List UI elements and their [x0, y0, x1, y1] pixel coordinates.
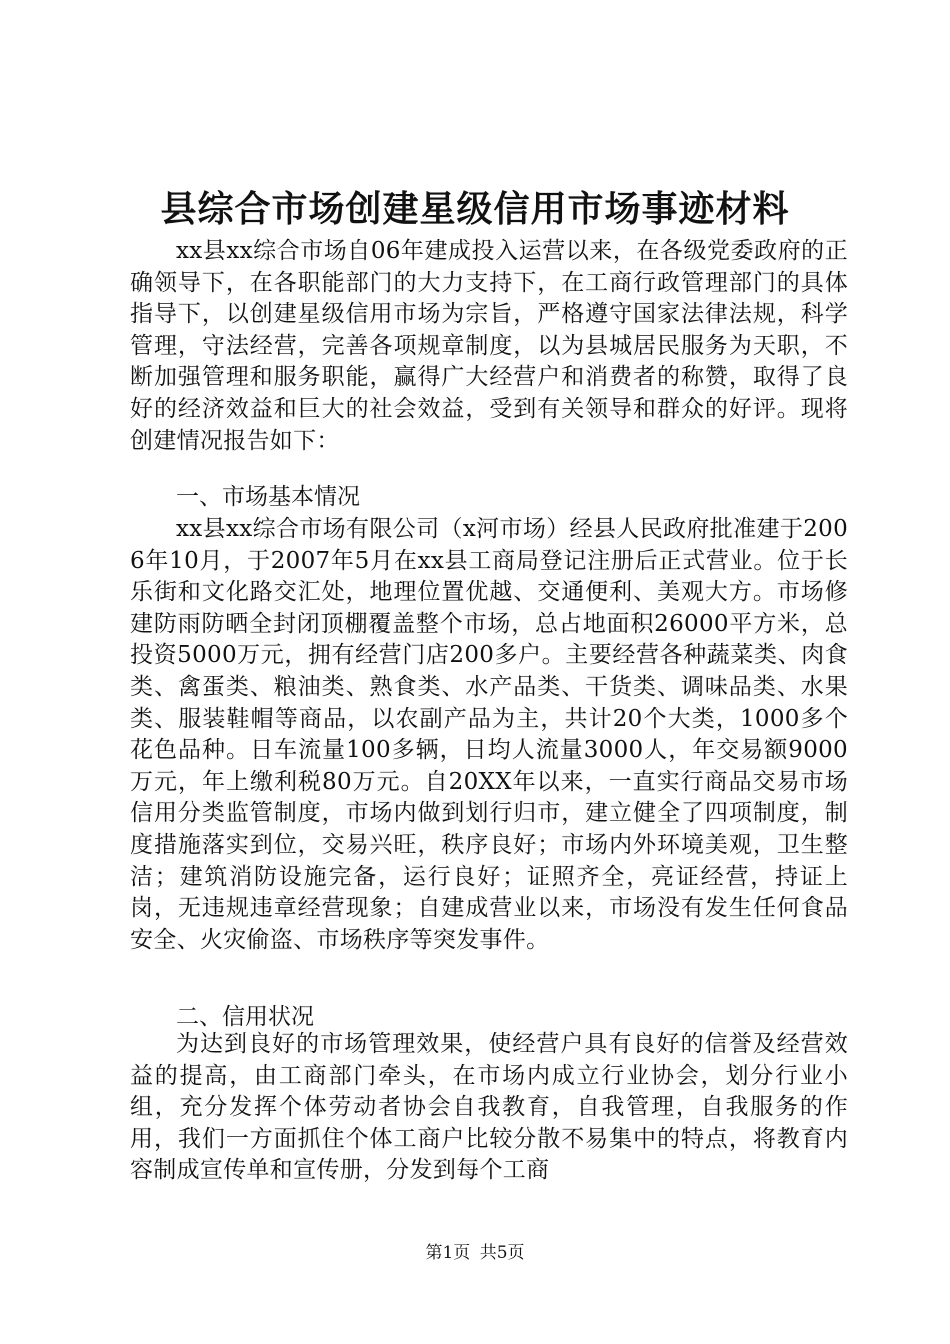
- page-number: 第1页: [425, 1243, 471, 1263]
- page-footer: [0, 1242, 950, 1264]
- section-heading-credit-status: 二、信用状况: [176, 1004, 314, 1030]
- document-title: 县综合市场创建星级信用市场事迹材料: [160, 188, 790, 230]
- section-body-market-basics: xx县xx综合市场有限公司（x河市场）经县人民政府批准建于2006年10月，于2007年5月在xx县工商局登记注册后正式营业。位于长乐街和文化路交汇处，地理位置优越、交通便利、美观大方。市场修建防雨防晒全封闭顶棚覆盖整个市场，总占地面积26000平方米，总投资5000万元，拥有经营门店200多户。主要经营各种蔬菜类、肉食类、禽蛋类、粮油类、熟食类、水产品类、干货类、调味品类、水果类、服装鞋帽等商品，以农副产品为主，共计20个大类，1000多个花色品种。日车流量100多辆，日均人流量3000人，年交易额9000万元，年上缴利税80万元。自20XX年以来，一直实行商品交易市场信用分类监管制度，市场内做到划行归市，建立健全了四项制度，制度措施落实到位，交易兴旺，秩序良好；市场内外环境美观，卫生整洁；建筑消防设施完备，运行良好；证照齐全，亮证经营，持证上岗，无违规违章经营现象；自建成营业以来，市场没有发生任何食品安全、火灾偷盗、市场秩序等突发事件。: [130, 516, 848, 953]
- intro-paragraph: xx县xx综合市场自06年建成投入运营以来，在各级党委政府的正确领导下，在各职能部门的大力支持下，在工商行政管理部门的具体指导下，以创建星级信用市场为宗旨，严格遵守国家法律法规，科学管理，守法经营，完善各项规章制度，以为县城居民服务为天职，不断加强管理和服务职能，赢得广大经营户和消费者的称赞，取得了良好的经济效益和巨大的社会效益，受到有关领导和群众的好评。现将创建情况报告如下：: [130, 238, 848, 454]
- section-body-credit-status: 为达到良好的市场管理效果，使经营户具有良好的信誉及经营效益的提高，由工商部门牵头，在市场内成立行业协会，划分行业小组，充分发挥个体劳动者协会自我教育，自我管理，自我服务的作用，我们一方面抓住个体工商户比较分散不易集中的特点，将教育内容制成宣传单和宣传册，分发到每个工商: [130, 1031, 848, 1184]
- section-heading-market-basics: 一、市场基本情况: [176, 484, 360, 510]
- page-total: 共5页: [479, 1243, 525, 1263]
